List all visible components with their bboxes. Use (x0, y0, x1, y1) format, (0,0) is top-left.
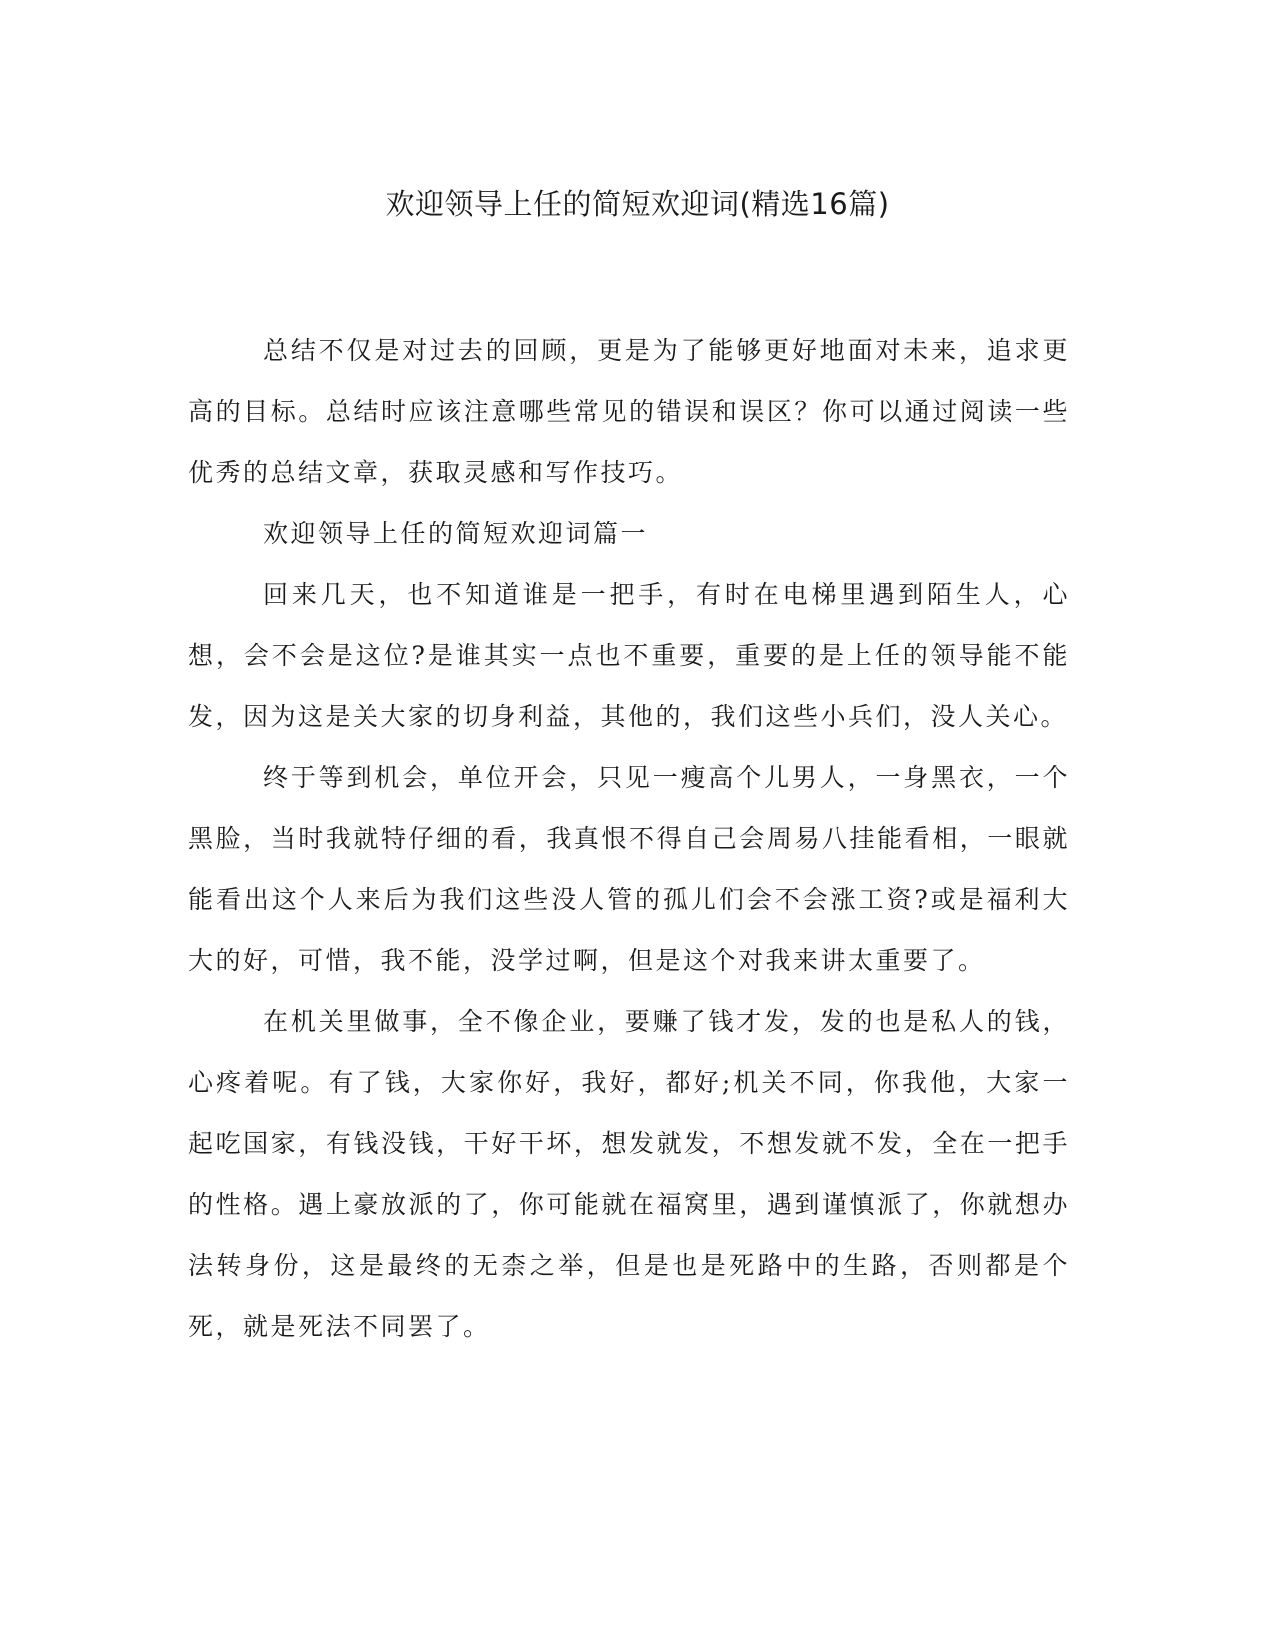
section-heading: 欢迎领导上任的简短欢迎词篇一 (263, 519, 649, 548)
body-paragraph: 终于等到机会，单位开会，只见一瘦高个儿男人，一身黑衣，一个黑脸，当时我就特仔细的看，我真恨不得自己会周易八挂能看相，一眼就能看出这个人来后为我们这些没人管的孤儿们会不会涨工资?或是福利大大的好，可惜，我不能，没学过啊，但是这个对我来讲太重要了。 (188, 763, 1070, 975)
document-title: 欢迎领导上任的简短欢迎词(精选16篇) (385, 187, 890, 221)
body-paragraph: 回来几天，也不知道谁是一把手，有时在电梯里遇到陌生人，心想，会不会是这位?是谁其实一点也不重要，重要的是上任的领导能不能发，因为这是关大家的切身利益，其他的，我们这些小兵们，没人关心。 (188, 580, 1070, 731)
body-paragraph: 在机关里做事，全不像企业，要赚了钱才发，发的也是私人的钱，心疼着呢。有了钱，大家你好，我好，都好;机关不同，你我他，大家一起吃国家，有钱没钱，干好干坏，想发就发，不想发就不发，全在一把手的性格。遇上豪放派的了，你可能就在福窝里，遇到谨慎派了，你就想办法转身份，这是最终的无柰之举，但是也是死路中的生路，否则都是个死，就是死法不同罢了。 (188, 1007, 1070, 1341)
intro-paragraph: 总结不仅是对过去的回顾，更是为了能够更好地面对未来，追求更高的目标。总结时应该注意哪些常见的错误和误区？你可以通过阅读一些优秀的总结文章，获取灵感和写作技巧。 (188, 336, 1070, 487)
document-body (188, 320, 1070, 1357)
